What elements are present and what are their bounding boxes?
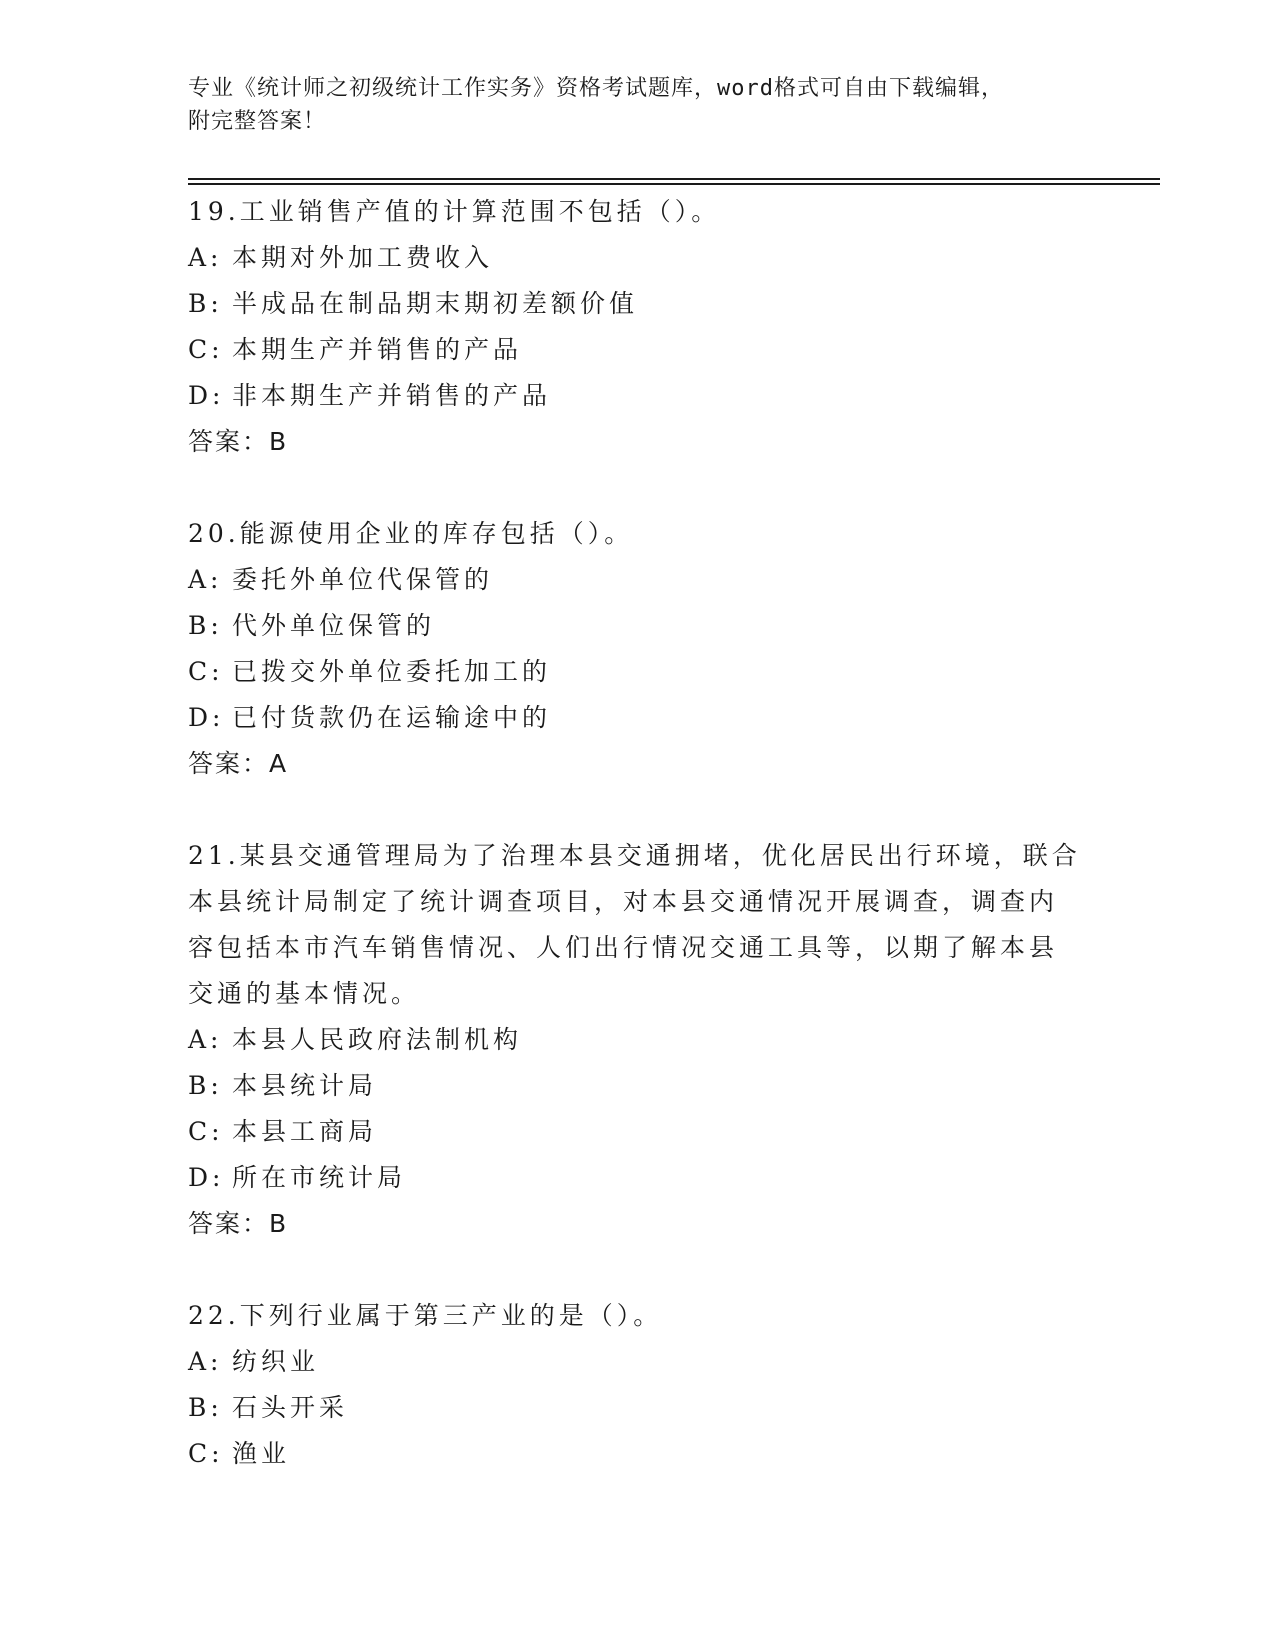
option-row — [188, 649, 1088, 695]
question-stem-line: 19.工业销售产值的计算范围不包括（）。 — [188, 197, 721, 226]
option-letter: B: — [188, 289, 223, 318]
option-text: 本县人民政府法制机构 — [232, 1025, 523, 1054]
option-letter: C: — [188, 1439, 224, 1468]
option-text: 本期生产并销售的产品 — [232, 335, 523, 364]
option-letter: A: — [188, 243, 223, 272]
option-row — [188, 327, 1088, 373]
answer-line: 答案：B — [188, 427, 289, 456]
option-text: 半成品在制品期末期初差额价值 — [232, 289, 639, 318]
option-row — [188, 281, 1088, 327]
option-text: 石头开采 — [232, 1393, 349, 1422]
header-line-2: 附完整答案！ — [188, 109, 327, 134]
option-row — [188, 603, 1088, 649]
option-row — [188, 1017, 1088, 1063]
question-block — [188, 1293, 1088, 1477]
question-block — [188, 189, 1088, 465]
option-letter: B: — [188, 611, 223, 640]
option-row — [188, 1385, 1088, 1431]
question-stem-line: 本县统计局制定了统计调查项目，对本县交通情况开展调查，调查内 — [188, 887, 1059, 916]
option-row — [188, 1339, 1088, 1385]
option-text: 所在市统计局 — [232, 1163, 407, 1192]
option-row — [188, 695, 1088, 741]
option-text: 已拨交外单位委托加工的 — [232, 657, 552, 686]
option-letter: B: — [188, 1393, 223, 1422]
option-letter: C: — [188, 657, 224, 686]
option-row — [188, 1109, 1088, 1155]
question-stem-line: 交通的基本情况。 — [188, 979, 421, 1008]
option-letter: A: — [188, 1347, 223, 1376]
option-letter: A: — [188, 1025, 223, 1054]
option-letter: D: — [188, 1163, 225, 1192]
option-text: 渔业 — [232, 1439, 291, 1468]
header-line-1: 专业《统计师之初级统计工作实务》资格考试题库，word格式可自由下载编辑， — [188, 76, 1004, 101]
option-letter: D: — [188, 703, 225, 732]
question-stem-line: 22.下列行业属于第三产业的是（）。 — [188, 1301, 663, 1330]
option-row — [188, 1155, 1088, 1201]
option-text: 代外单位保管的 — [232, 611, 436, 640]
option-text: 本县工商局 — [232, 1117, 378, 1146]
option-text: 非本期生产并销售的产品 — [232, 381, 552, 410]
question-stem-line: 容包括本市汽车销售情况、人们出行情况交通工具等，以期了解本县 — [188, 933, 1059, 962]
option-letter: C: — [188, 335, 224, 364]
option-text: 本县统计局 — [232, 1071, 378, 1100]
option-row — [188, 373, 1088, 419]
option-letter: D: — [188, 381, 225, 410]
option-text: 纺织业 — [232, 1347, 320, 1376]
option-letter: A: — [188, 565, 223, 594]
option-text: 本期对外加工费收入 — [232, 243, 494, 272]
header-divider-top — [188, 178, 1160, 180]
document-header — [188, 72, 1088, 138]
option-text: 已付货款仍在运输途中的 — [232, 703, 552, 732]
option-text: 委托外单位代保管的 — [232, 565, 494, 594]
question-stem-line: 21.某县交通管理局为了治理本县交通拥堵，优化居民出行环境，联合 — [188, 841, 1081, 870]
question-stem-line: 20.能源使用企业的库存包括（）。 — [188, 519, 634, 548]
option-letter: B: — [188, 1071, 223, 1100]
answer-line: 答案：A — [188, 749, 289, 778]
option-row — [188, 1063, 1088, 1109]
answer-line: 答案：B — [188, 1209, 289, 1238]
question-block — [188, 833, 1088, 1247]
option-row — [188, 1431, 1088, 1477]
header-divider-bottom — [188, 183, 1160, 185]
question-block — [188, 511, 1088, 787]
question-list — [188, 189, 1088, 1523]
option-row — [188, 235, 1088, 281]
option-row — [188, 557, 1088, 603]
option-letter: C: — [188, 1117, 224, 1146]
